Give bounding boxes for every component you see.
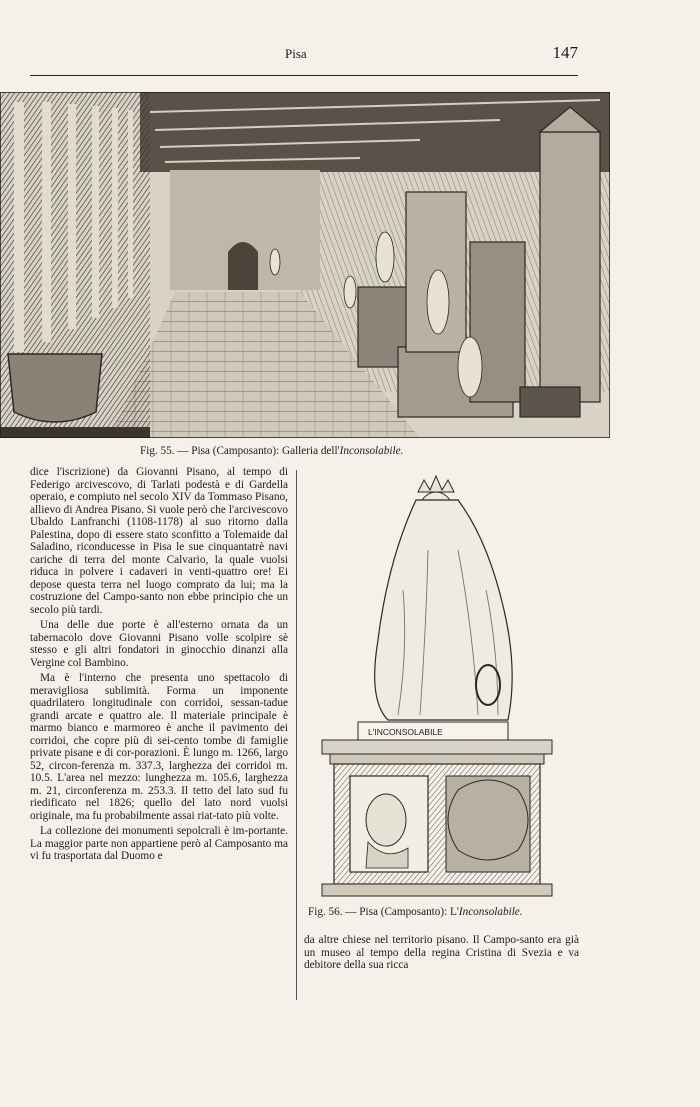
paragraph: da altre chiese nel territorio pisano. Il Campo-santo era già un museo al tempo della regina Cristina di Svezia e va debitore della sua ricca [304, 934, 579, 971]
running-header [30, 43, 578, 76]
figure-56-engraving [308, 470, 566, 900]
plaque-label: L'INCONSOLABILE [368, 727, 443, 737]
paragraph: Ma è l'interno che presenta uno spettacolo di meravigliosa sublimità. Forma un imponente quadrilatero longitudinale con corridoi, sessan-tadue grandi arcate e quattro ale. Il materiale principale è marmo bianco e marmoreo è anche il pavimento dei corridoi, che copre più di sei-cento tombe di famiglie private pisane e di cor-porazioni. È lungo m. 1266, largo 52, circon-ferenza m. 337.3, larghezza dei corridoi m. 10.5. L'area nel mezzo: lunghezza m. 105.6, larghezza m. 21, circonferenza m. 253.3. Il tetto del lato sud fu riedificato nel 1826; quello del lato nord vuolsi originale, ma fu probabilmente assai riat-tato più volte. [30, 672, 288, 822]
figure-56-caption [308, 906, 578, 918]
figure-56-caption-italic: Inconsolabile. [458, 906, 523, 918]
running-title: Pisa [285, 46, 307, 61]
column-divider [296, 470, 297, 1000]
figure-56-caption-text: Fig. 56. — Pisa (Camposanto): L' [308, 906, 459, 918]
right-text-column [304, 934, 579, 972]
paragraph: Una delle due porte è all'esterno ornata da un tabernacolo dove Giovanni Pisano volle scolpire sè stesso e gli altri fondatori in ginocchio dinanzi alla Vergine col Bambino. [30, 619, 288, 669]
figure-55-caption-italic: Inconsolabile. [339, 445, 404, 457]
page-number: 147 [552, 43, 578, 62]
paragraph: La collezione dei monumenti sepolcrali è im-portante. La maggior parte non appartiene però al Camposanto ma vi fu trasportata dal Duomo e [30, 825, 288, 862]
figure-55-caption [140, 445, 590, 457]
header-rule [30, 75, 578, 76]
left-text-column [30, 466, 288, 866]
figure-55-engraving [0, 92, 610, 438]
paragraph: dice l'iscrizione) da Giovanni Pisano, al tempo di Federigo arcivescovo, di Tarlati podestà e di Gardella operaio, e compiuto nel secolo XIV da Tommaso Pisano, allievo di Andrea Pisano. Si vuole però che l'arcivescovo Ubaldo Lanfranchi (1108-1178) al suo ritorno dalla Palestina, dopo di essere stato sconfitto a Tolemaide dal Saladino, riconducesse in Pisa le sue cinquantatrè navi cariche di terra del monte Calvario, la quale vuolsi riduca in polvere i cadaveri in venti-quattro ore! Ei depose questa terra nel luogo comprato da lui; ma la costruzione del Campo-santo non ebbe principio che un secolo più tardi. [30, 466, 288, 616]
figure-55-caption-text: Fig. 55. — Pisa (Camposanto): Galleria dell' [140, 445, 340, 457]
